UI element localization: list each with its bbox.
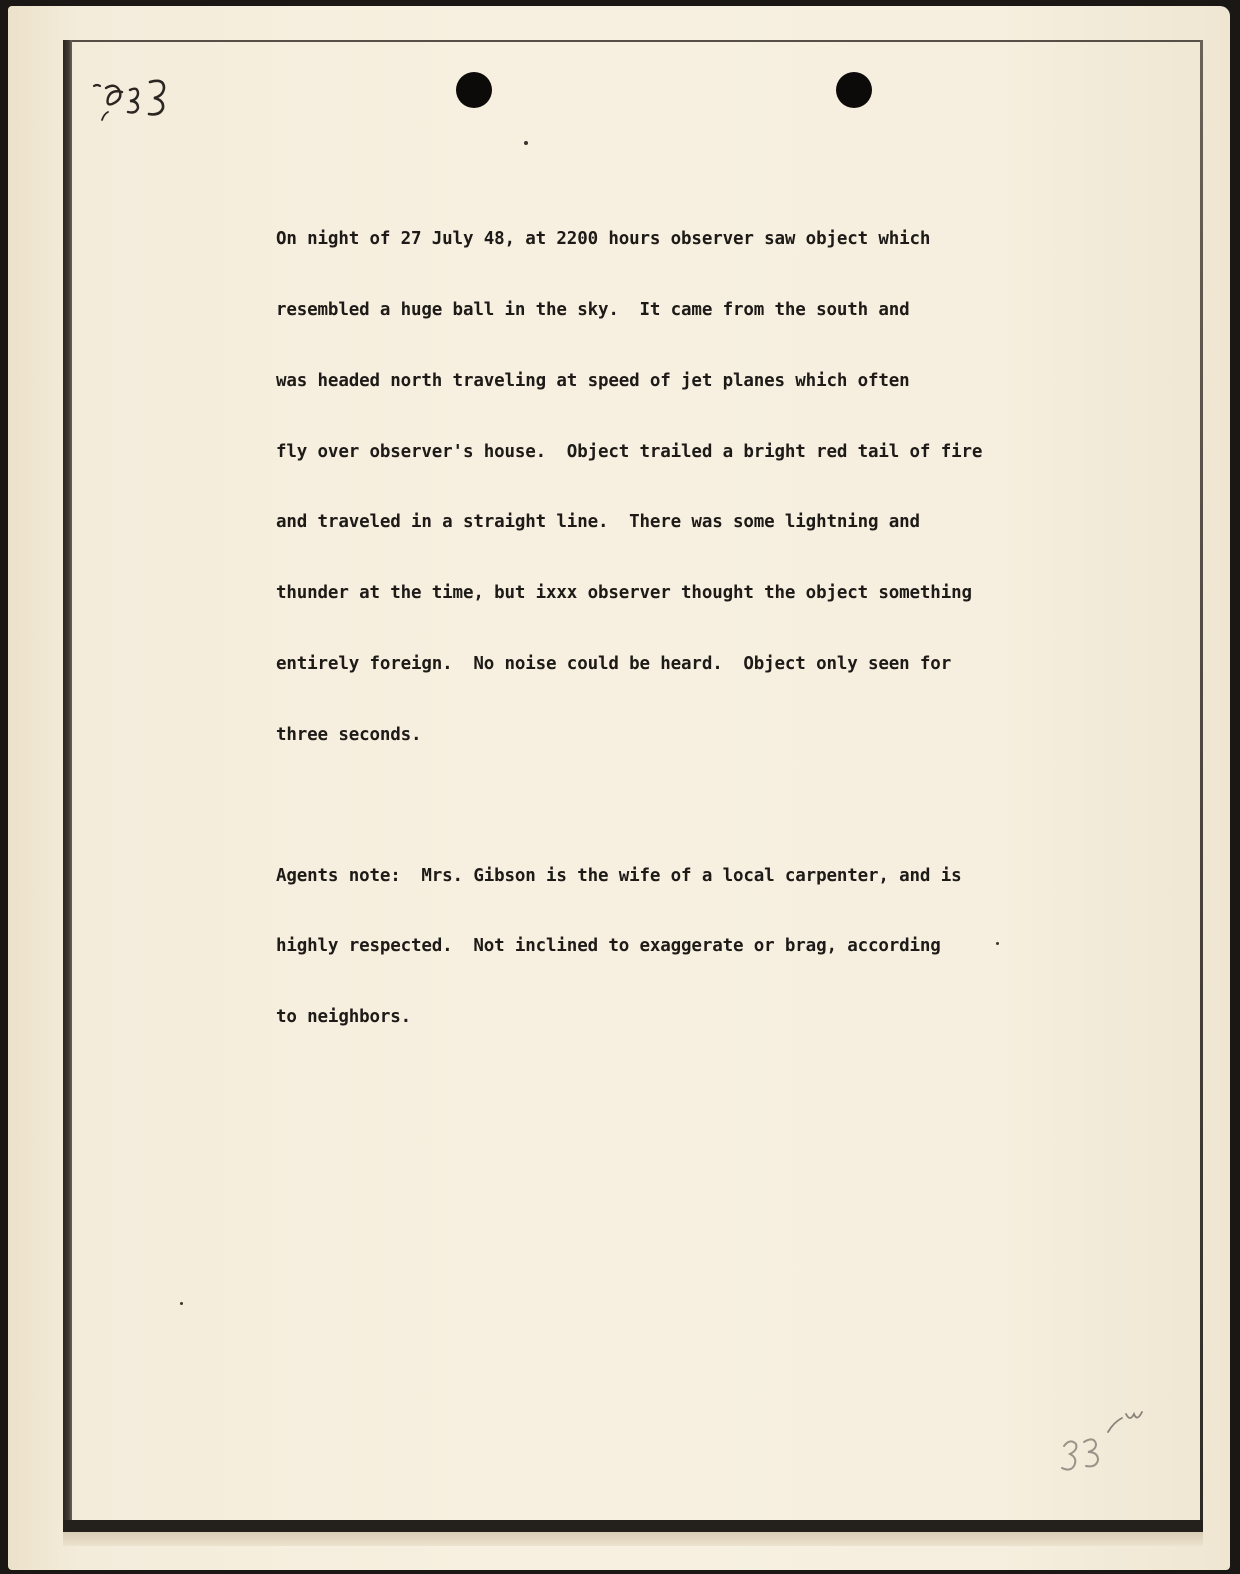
agents-note-paragraph: [276, 817, 1156, 1077]
paper-sheet: [8, 6, 1230, 1570]
text-line: Agents note: Mrs. Gibson is the wife of a local carpenter, and is: [276, 865, 962, 886]
text-line: three seconds.: [276, 724, 422, 745]
paper-speck: [524, 141, 528, 145]
frame-left-edge: [63, 40, 72, 1536]
text-line: resembled a huge ball in the sky. It came from the south and: [276, 299, 910, 320]
frame-top-edge: [63, 40, 1203, 42]
observation-paragraph: [276, 181, 1156, 794]
text-line: fly over observer's house. Object trailed a bright red tail of fire: [276, 441, 983, 462]
handwritten-file-number: [88, 72, 198, 132]
text-line: and traveled in a straight line. There was some lightning and: [276, 512, 920, 533]
text-line: On night of 27 July 48, at 2200 hours observer saw object which: [276, 229, 931, 250]
text-line: entirely foreign. No noise could be heard. Object only seen for: [276, 653, 952, 674]
text-line: thunder at the time, but ixxx observer thought the object something: [276, 583, 972, 604]
text-line: was headed north traveling at speed of jet planes which often: [276, 370, 910, 391]
text-line: highly respected. Not inclined to exaggerate or brag, according: [276, 936, 941, 957]
punch-hole-left: [456, 72, 492, 108]
frame-bottom-edge: [63, 1520, 1203, 1532]
frame-right-edge: [1200, 40, 1203, 1536]
punch-hole-right: [836, 72, 872, 108]
memo-body: [276, 181, 1156, 1077]
text-line: to neighbors.: [276, 1007, 412, 1028]
paper-speck: [180, 1302, 183, 1305]
handwritten-page-number: [1048, 1402, 1158, 1482]
frame-bottom-lip: [63, 1532, 1203, 1546]
